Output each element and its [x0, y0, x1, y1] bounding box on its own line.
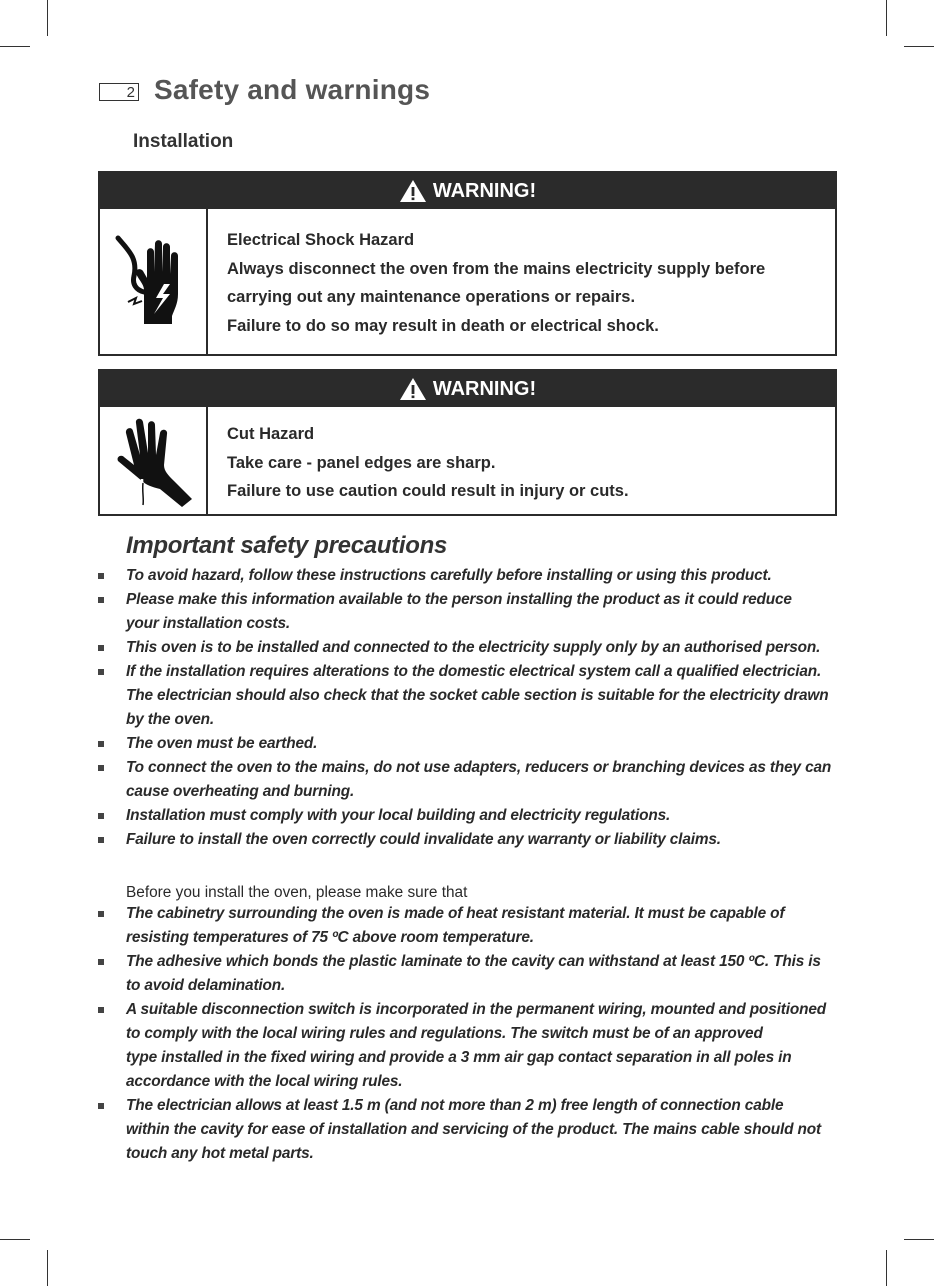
- warning-line: carrying out any maintenance operations or repairs.: [227, 288, 636, 306]
- list-item-text: to comply with the local wiring rules and regulations. The switch must be of an approved: [126, 1025, 763, 1042]
- list-item: [0, 1094, 934, 1166]
- precautions-list: [0, 564, 934, 852]
- warning-line: Always disconnect the oven from the mains electricity supply before: [227, 259, 766, 278]
- list-item-text: by the oven.: [126, 711, 214, 728]
- precautions-title: Important safety precautions: [126, 532, 448, 559]
- warning-label: WARNING!: [432, 377, 537, 400]
- crop-mark: [47, 0, 48, 36]
- list-item-text: The electrician should also check that the socket cable section is suitable for the electricity drawn: [126, 687, 829, 704]
- crop-mark: [47, 1250, 48, 1286]
- list-item: [0, 564, 934, 588]
- bullet-square-icon: [98, 645, 104, 651]
- list-item: [0, 902, 934, 950]
- bullet-square-icon: [98, 959, 104, 965]
- bullet-square-icon: [98, 765, 104, 771]
- crop-mark: [0, 46, 30, 47]
- list-item-text: cause overheating and burning.: [126, 783, 355, 800]
- warning-line: Failure to do so may result in death or electrical shock.: [227, 316, 659, 335]
- warning-box-electrical: [98, 171, 837, 356]
- before-install-intro: Before you install the oven, please make sure that: [126, 884, 468, 901]
- list-item-text: To connect the oven to the mains, do not use adapters, reducers or branching devices as they can: [126, 759, 832, 776]
- warning-title: Cut Hazard: [227, 425, 315, 443]
- cut-hand-icon: [112, 415, 194, 507]
- page-title: Safety and warnings: [154, 74, 431, 105]
- warning-line: Failure to use caution could result in injury or cuts.: [227, 482, 629, 500]
- warning-header: [100, 173, 835, 209]
- list-item-text: your installation costs.: [126, 615, 291, 632]
- warning-header: [100, 371, 835, 407]
- list-item-text: resisting temperatures of 75 ºC above room temperature.: [126, 929, 534, 946]
- warning-title: Electrical Shock Hazard: [227, 231, 415, 249]
- list-item-text: If the installation requires alterations to the domestic electrical system call a qualified electrician.: [126, 663, 822, 680]
- list-item: [0, 998, 934, 1094]
- bullet-square-icon: [98, 911, 104, 917]
- bullet-square-icon: [98, 597, 104, 603]
- crop-mark: [0, 1239, 30, 1240]
- list-item: [0, 636, 934, 660]
- section-heading: Installation: [133, 131, 234, 152]
- bullet-square-icon: [98, 1007, 104, 1013]
- warning-text: [208, 209, 765, 354]
- crop-mark: [886, 1250, 887, 1286]
- list-item: [0, 588, 934, 636]
- warning-icon-cell: [100, 407, 208, 514]
- list-item-text: The cabinetry surrounding the oven is made of heat resistant material. It must be capable of: [126, 905, 785, 922]
- list-item-text: type installed in the fixed wiring and provide a 3 mm air gap contact separation in all poles in: [126, 1049, 792, 1066]
- warning-box-cut: [98, 369, 837, 516]
- list-item: [0, 756, 934, 804]
- bullet-square-icon: [98, 669, 104, 675]
- bullet-square-icon: [98, 1103, 104, 1109]
- list-item-text: to avoid delamination.: [126, 977, 286, 994]
- list-item: [0, 804, 934, 828]
- crop-mark: [886, 0, 887, 36]
- list-item-text: Please make this information available to the person installing the product as it could reduce: [126, 591, 792, 608]
- electric-shock-hand-icon: [114, 232, 192, 332]
- list-item: [0, 660, 934, 732]
- list-item: [0, 828, 934, 852]
- crop-mark: [904, 1239, 934, 1240]
- page-number: 2: [99, 83, 139, 101]
- list-item-text: within the cavity for ease of installation and servicing of the product. The mains cable should not: [126, 1121, 821, 1138]
- bullet-square-icon: [98, 837, 104, 843]
- crop-mark: [904, 46, 934, 47]
- list-item-text: A suitable disconnection switch is incorporated in the permanent wiring, mounted and positioned: [126, 1001, 827, 1018]
- warning-triangle-icon: [399, 377, 427, 401]
- list-item-text: This oven is to be installed and connected to the electricity supply only by an authorised person.: [126, 639, 821, 656]
- list-item: [0, 732, 934, 756]
- list-item-text: The electrician allows at least 1.5 m (and not more than 2 m) free length of connection cable: [126, 1097, 784, 1114]
- warning-line: Take care - panel edges are sharp.: [227, 453, 496, 472]
- warning-icon-cell: [100, 209, 208, 354]
- list-item-text: The oven must be earthed.: [126, 735, 318, 752]
- warning-triangle-icon: [399, 179, 427, 203]
- list-item-text: To avoid hazard, follow these instructions carefully before installing or using this product.: [126, 567, 772, 584]
- bullet-square-icon: [98, 573, 104, 579]
- warning-text: [208, 407, 629, 514]
- list-item-text: Failure to install the oven correctly could invalidate any warranty or liability claims.: [126, 831, 721, 848]
- before-install-list: [0, 902, 934, 1166]
- list-item: [0, 950, 934, 998]
- bullet-square-icon: [98, 741, 104, 747]
- list-item-text: Installation must comply with your local building and electricity regulations.: [126, 807, 671, 824]
- list-item-text: The adhesive which bonds the plastic laminate to the cavity can withstand at least 150 ºC. This is: [126, 953, 821, 970]
- bullet-square-icon: [98, 813, 104, 819]
- list-item-text: accordance with the local wiring rules.: [126, 1073, 403, 1090]
- warning-label: WARNING!: [432, 179, 537, 202]
- list-item-text: touch any hot metal parts.: [126, 1145, 314, 1162]
